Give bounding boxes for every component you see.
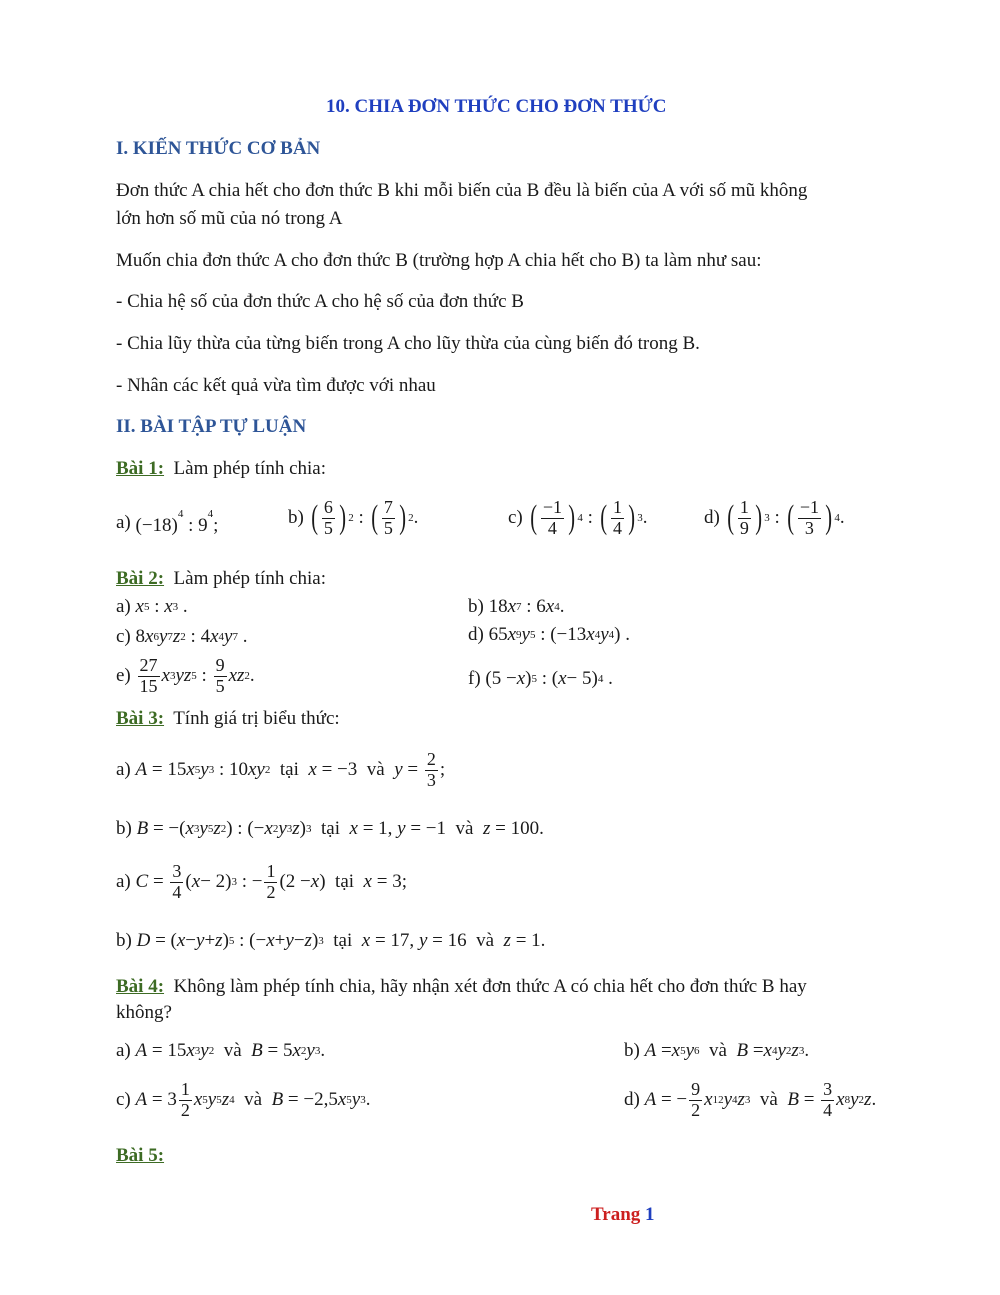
exercise-3-heading <box>116 708 340 730</box>
bullet-step-2: - Chia lũy thừa của từng biến trong A cho lũy thừa của cùng biến đó trong B. <box>116 333 700 354</box>
page-footer <box>591 1204 655 1226</box>
exercise-3c: a) C = $\frac{3}{4}$ ( x − 2) 3 : − $\frac{1}{2}$ (2 − x ) tại x = 3; <box>116 861 407 902</box>
exercise-4d: d) A = − $\frac{9}{2}$ x 12 y 4 z 3 và B = $\frac{3}{4}$ x 8 y 2 z . <box>624 1079 877 1120</box>
exercise-1a: a) $(-18)^4$ : $9^4$; <box>116 508 219 536</box>
exercise-2d: d) 65 x 9 y 5 : (−13 x 4 y 4 ) . <box>468 624 630 645</box>
exercise-4-instruction: Không làm phép tính chia, hãy nhận xét đơn thức A có chia hết cho đơn thức B hay <box>173 976 807 997</box>
exercise-3d: b) D = ( x − y + z ) 5 : (− x + y − z ) 3 tại x = 17, y = 16 và z = 1. <box>116 930 546 951</box>
section-heading-theory: I. KIẾN THỨC CƠ BẢN <box>116 138 321 159</box>
exercise-2-label: Bài 2: <box>116 568 165 589</box>
exercise-2e: e) $\frac{27}{15}$ x 3 yz 5 : $\frac{9}{5}$ xz 2 . <box>116 655 255 696</box>
exercise-4-instruction-line2: không? <box>116 1002 172 1023</box>
exercise-2b: b) 18 x 7 : 6 x 4 . <box>468 596 565 617</box>
exercise-5-label: Bài 5: <box>116 1145 165 1166</box>
exercise-3-label: Bài 3: <box>116 708 165 729</box>
exercise-2-instruction: Làm phép tính chia: <box>173 568 327 589</box>
bullet-step-3: - Nhân các kết quả vừa tìm được với nhau <box>116 375 436 396</box>
exercise-2f: f) (5 − x ) 5 : ( x − 5) 4 . <box>468 668 613 689</box>
paragraph-definition-line1: Đơn thức A chia hết cho đơn thức B khi mỗi biến của B đều là biến của A với số mũ không <box>116 180 808 201</box>
paragraph-method: Muốn chia đơn thức A cho đơn thức B (trường hợp A chia hết cho B) ta làm như sau: <box>116 250 762 271</box>
page-number: 1 <box>645 1204 655 1225</box>
exercise-2c: c) 8 x 6 y 7 z 2 : 4 x 4 y 7 . <box>116 626 248 647</box>
exercise-2a: a) x 5 : x 3 . <box>116 596 188 617</box>
exercise-4-label: Bài 4: <box>116 976 165 997</box>
exercise-3a: a) A = 15 x 5 y 3 : 10 xy 2 tại x = −3 và y = $\frac{2}{3}$ ; <box>116 749 446 790</box>
bullet-step-1: - Chia hệ số của đơn thức A cho hệ số của đơn thức B <box>116 291 524 312</box>
exercise-5-heading <box>116 1145 164 1167</box>
page-label: Trang <box>591 1204 641 1225</box>
exercise-4c: c) A = 3 $\frac{1}{2}$ x 5 y 5 z 4 và B = −2,5 x 5 y 3 . <box>116 1079 371 1120</box>
page-title: 10. CHIA ĐƠN THỨC CHO ĐƠN THỨC <box>326 96 667 117</box>
exercise-3b: b) B = −( x 3 y 5 z 2 ) : (− x 2 y 3 z ) 3 tại x = 1, y = −1 và z = 100. <box>116 818 544 839</box>
exercise-4a: a) A = 15 x 3 y 2 và B = 5 x 2 y 3 . <box>116 1040 326 1061</box>
section-heading-exercises: II. BÀI TẬP TỰ LUẬN <box>116 416 307 437</box>
exercise-1c: c) ( $\frac{-1}{4}$ ) 4 : ( $\frac{1}{4}$ ) 3 . <box>508 497 648 538</box>
exercise-1b: b) ( $\frac{6}{5}$ ) 2 : ( $\frac{7}{5}$ ) 2 . <box>288 497 419 538</box>
exercise-4-heading <box>116 976 807 998</box>
exercise-1-heading <box>116 458 326 480</box>
exercise-4b: b) A = x 5 y 6 và B = x 4 y 2 z 3 . <box>624 1040 810 1061</box>
exercise-1-instruction: Làm phép tính chia: <box>173 458 327 479</box>
exercise-3-instruction: Tính giá trị biểu thức: <box>173 708 340 729</box>
paragraph-definition-line2: lớn hơn số mũ của nó trong A <box>116 208 343 229</box>
exercise-2-heading <box>116 568 326 590</box>
exercise-1d: d) ( $\frac{1}{9}$ ) 3 : ( $\frac{-1}{3}$ ) 4 . <box>704 497 845 538</box>
exercise-1-label: Bài 1: <box>116 458 165 479</box>
